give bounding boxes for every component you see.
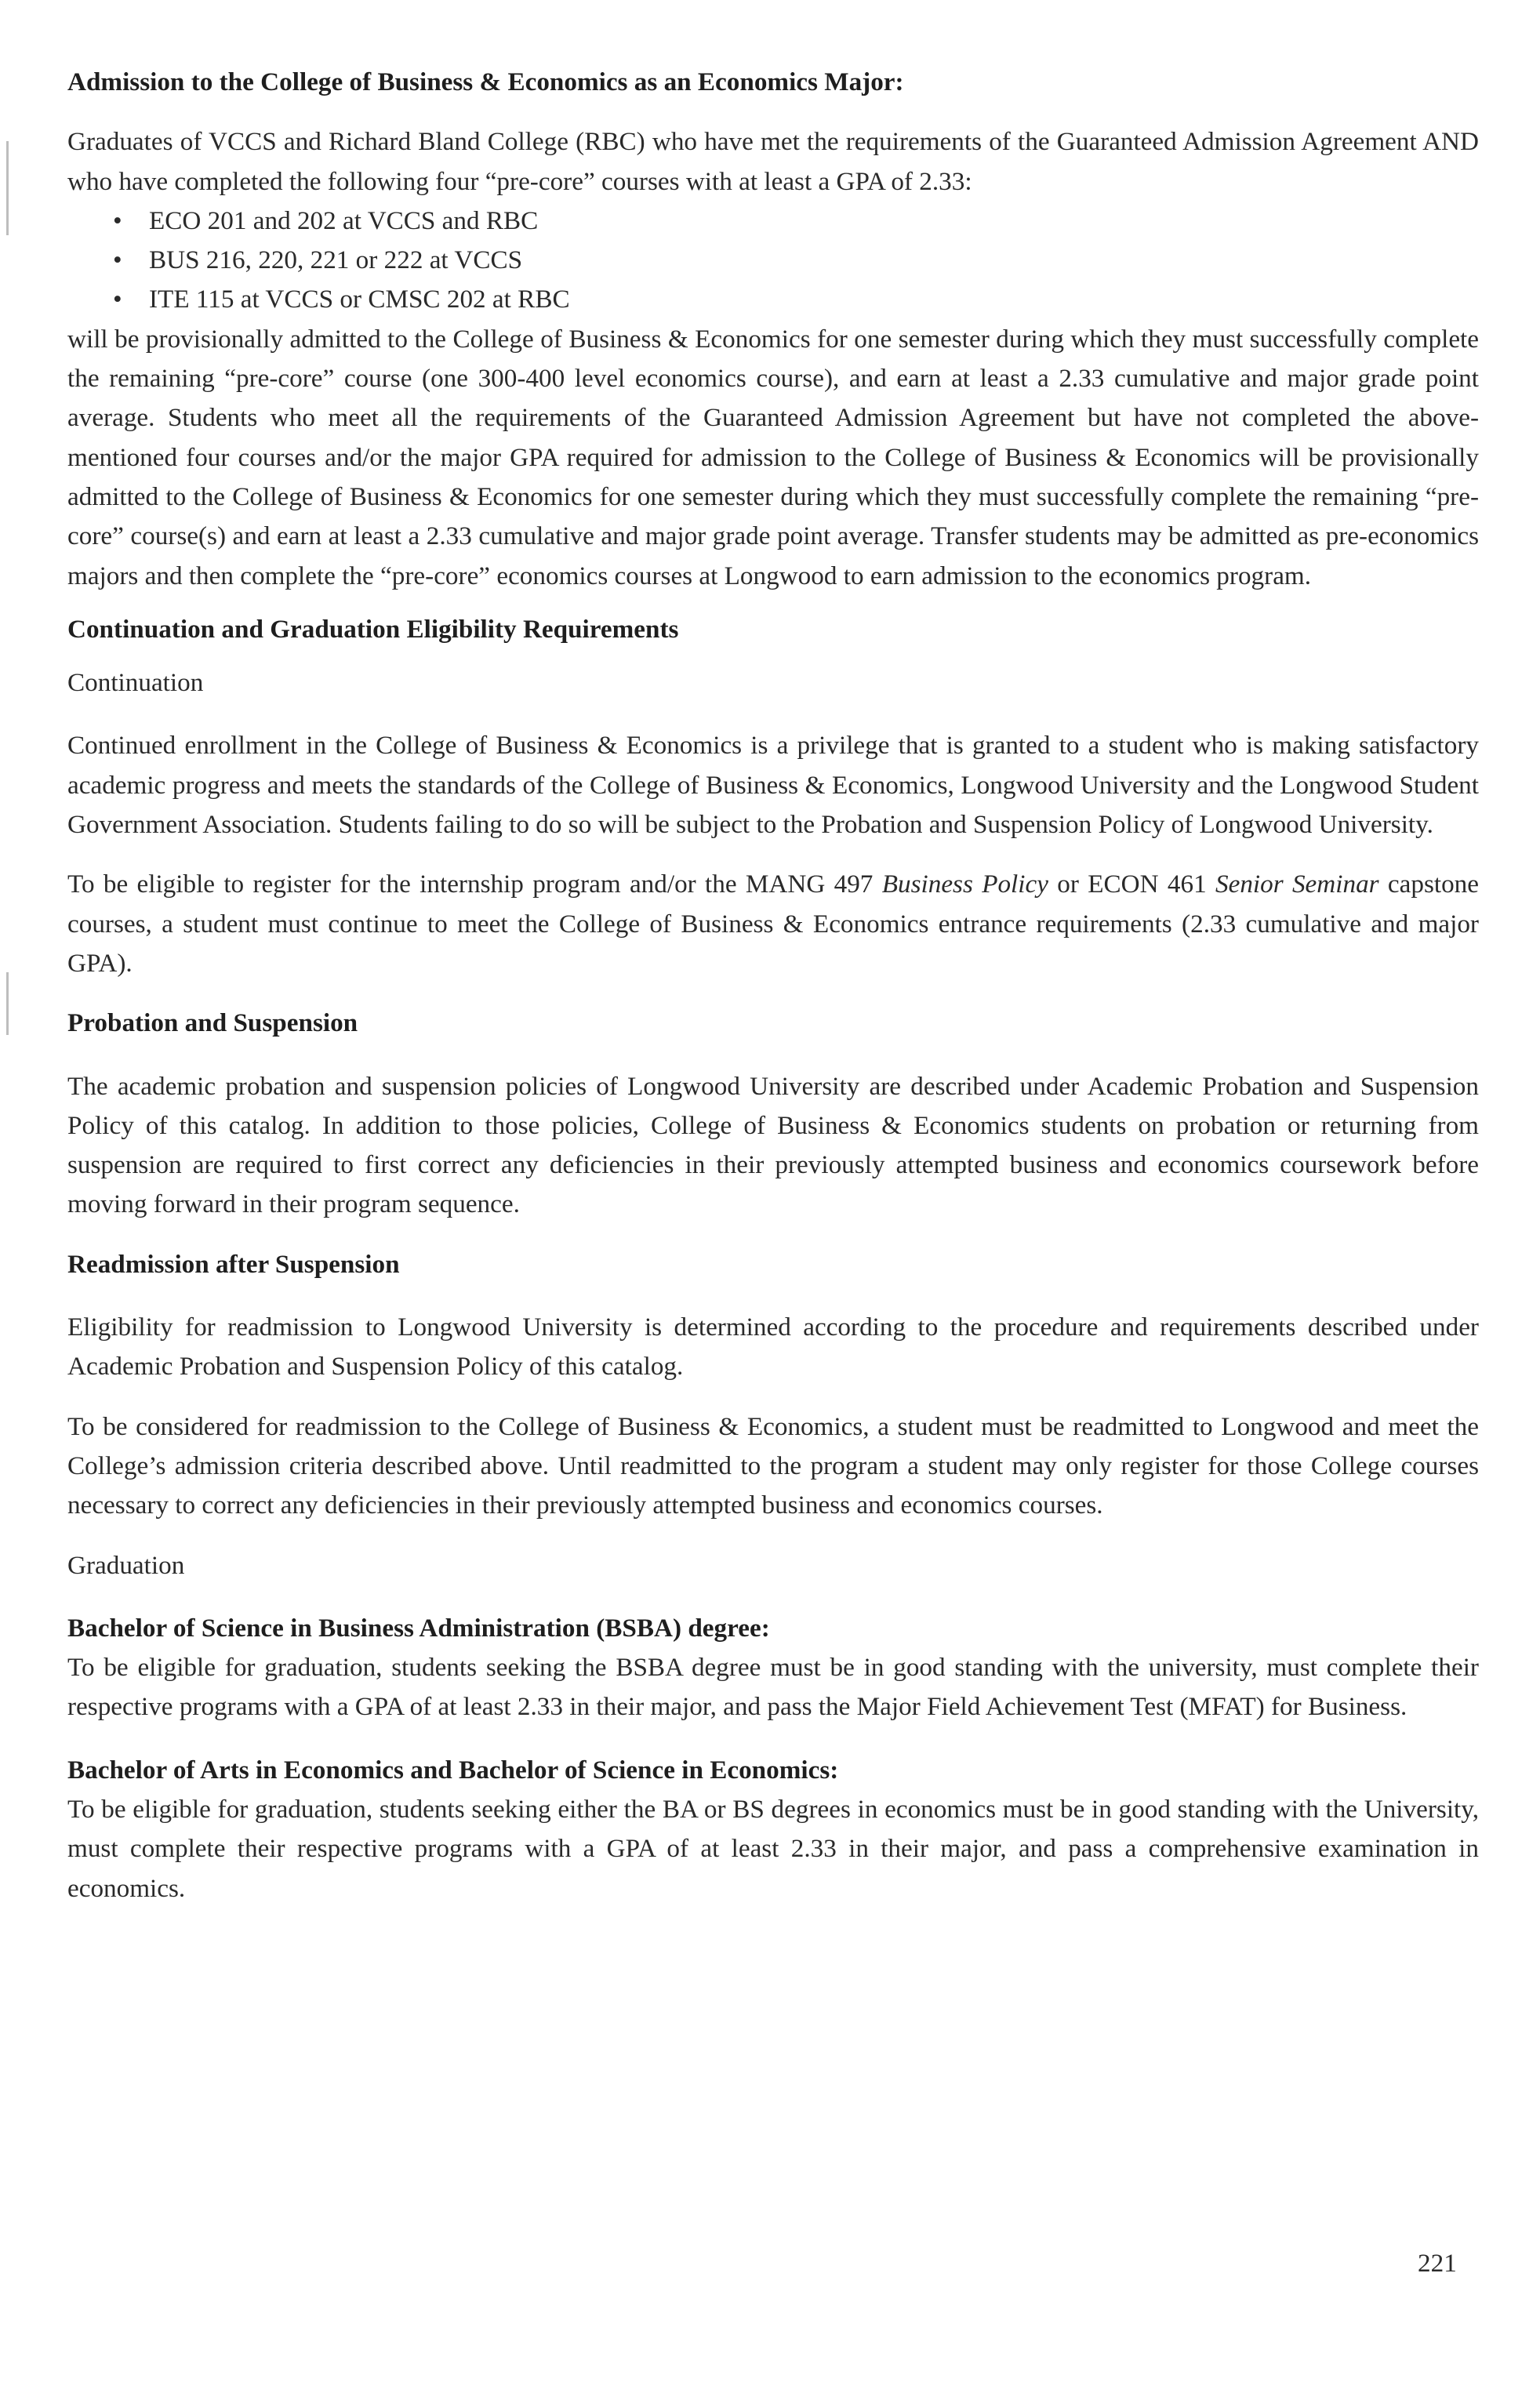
catalog-page [67, 63, 1479, 1908]
list-item [113, 202, 1479, 241]
continuation-paragraph-2 [67, 865, 1479, 983]
scan-margin-mark [6, 141, 9, 235]
course-title-business-policy: Business Policy [881, 870, 1048, 899]
bullet-icon: • [113, 285, 122, 314]
text-run: To be eligible to register for the internship program and/or the MANG 497 [67, 870, 882, 899]
list-item-text: ECO 201 and 202 at VCCS and RBC [149, 205, 539, 235]
bsba-heading: Bachelor of Science in Business Administration (BSBA) degree: [67, 1613, 770, 1643]
list-item [113, 241, 1479, 280]
list-item-text: BUS 216, 220, 221 or 222 at VCCS [149, 245, 523, 275]
readmission-paragraph-2: To be considered for readmission to the College of Business & Economics, a student must be readmitted to Longwood and meet the College’s admission criteria described above. Until readmitted to the program a student may only register for those College courses necessary to correct any deficiencies in their previously attempted business and economics courses. [67, 1411, 1479, 1520]
probation-heading: Probation and Suspension [67, 1008, 358, 1038]
economics-degree-heading: Bachelor of Arts in Economics and Bachelor of Science in Economics: [67, 1755, 839, 1785]
readmission-paragraph-1: Eligibility for readmission to Longwood University is determined according to the procedure and requirements described under Academic Probation and Suspension Policy of this catalog. [67, 1313, 1479, 1382]
bullet-icon: • [113, 245, 122, 275]
continuation-graduation-heading: Continuation and Graduation Eligibility Requirements [67, 614, 679, 644]
probation-paragraph: The academic probation and suspension policies of Longwood University are described under Academic Probation and Suspension Policy of this catalog. In addition to those policies, College of Business & Economics students on probation or returning from suspension are required to first correct any deficiencies in their previously attempted business and economics coursework before moving forward in their program sequence. [67, 1071, 1479, 1219]
continuation-heading: Continuation [67, 668, 204, 698]
course-title-senior-seminar: Senior Seminar [1215, 870, 1379, 899]
continuation-paragraph-1: Continued enrollment in the College of Business & Economics is a privilege that is granted to a student who is making satisfactory academic progress and meets the standards of the College of Business & Economics, Longwood University and the Longwood Student Government Association. Students failing to do so will be subject to the Probation and Suspension Policy of Longwood University. [67, 731, 1479, 840]
graduation-heading: Graduation [67, 1550, 185, 1580]
readmission-heading: Readmission after Suspension [67, 1249, 400, 1279]
text-run: or ECON 461 [1048, 870, 1215, 899]
text-run: capstone courses, a student must continue to meet the College of Business & Economics entrance requirements (2.33 cumulative and major GPA). [67, 870, 1479, 978]
bullet-icon: • [113, 205, 122, 235]
list-item [113, 280, 1479, 319]
admission-intro: Graduates of VCCS and Richard Bland College (RBC) who have met the requirements of the Guaranteed Admission Agreement AND who have completed the following four “pre-core” courses with at least a GPA of 2.33: [67, 127, 1479, 196]
page-number: 221 [1418, 2249, 1457, 2278]
list-item-text: ITE 115 at VCCS or CMSC 202 at RBC [149, 285, 570, 314]
economics-degree-paragraph: To be eligible for graduation, students seeking either the BA or BS degrees in economics must be in good standing with the University, must complete their respective programs with a GPA of at least 2.33 in their major, and pass a comprehensive examination in economics. [67, 1794, 1479, 1903]
admission-heading: Admission to the College of Business & Economics as an Economics Major: [67, 67, 904, 96]
admission-body: will be provisionally admitted to the College of Business & Economics for one semester during which they must successfully complete the remaining “pre-core” course (one 300-400 level economics course), and earn at least a 2.33 cumulative and major grade point average. Students who meet all the requirements of the Guaranteed Admission Agreement but have not completed the above-mentioned four courses and/or the major GPA required for admission to the College of Business & Economics will be provisionally admitted to the College of Business & Economics for one semester during which they must successfully complete the remaining “pre-core” course(s) and earn at least a 2.33 cumulative and major grade point average. Transfer students may be admitted as pre-economics majors and then complete the “pre-core” economics courses at Longwood to earn admission to the economics program. [67, 324, 1479, 590]
scan-margin-mark [6, 972, 9, 1035]
pre-core-course-list [67, 202, 1479, 320]
bsba-paragraph: To be eligible for graduation, students seeking the BSBA degree must be in good standing with the university, must complete their respective programs with a GPA of at least 2.33 in their major, and pass the Major Field Achievement Test (MFAT) for Business. [67, 1653, 1479, 1722]
